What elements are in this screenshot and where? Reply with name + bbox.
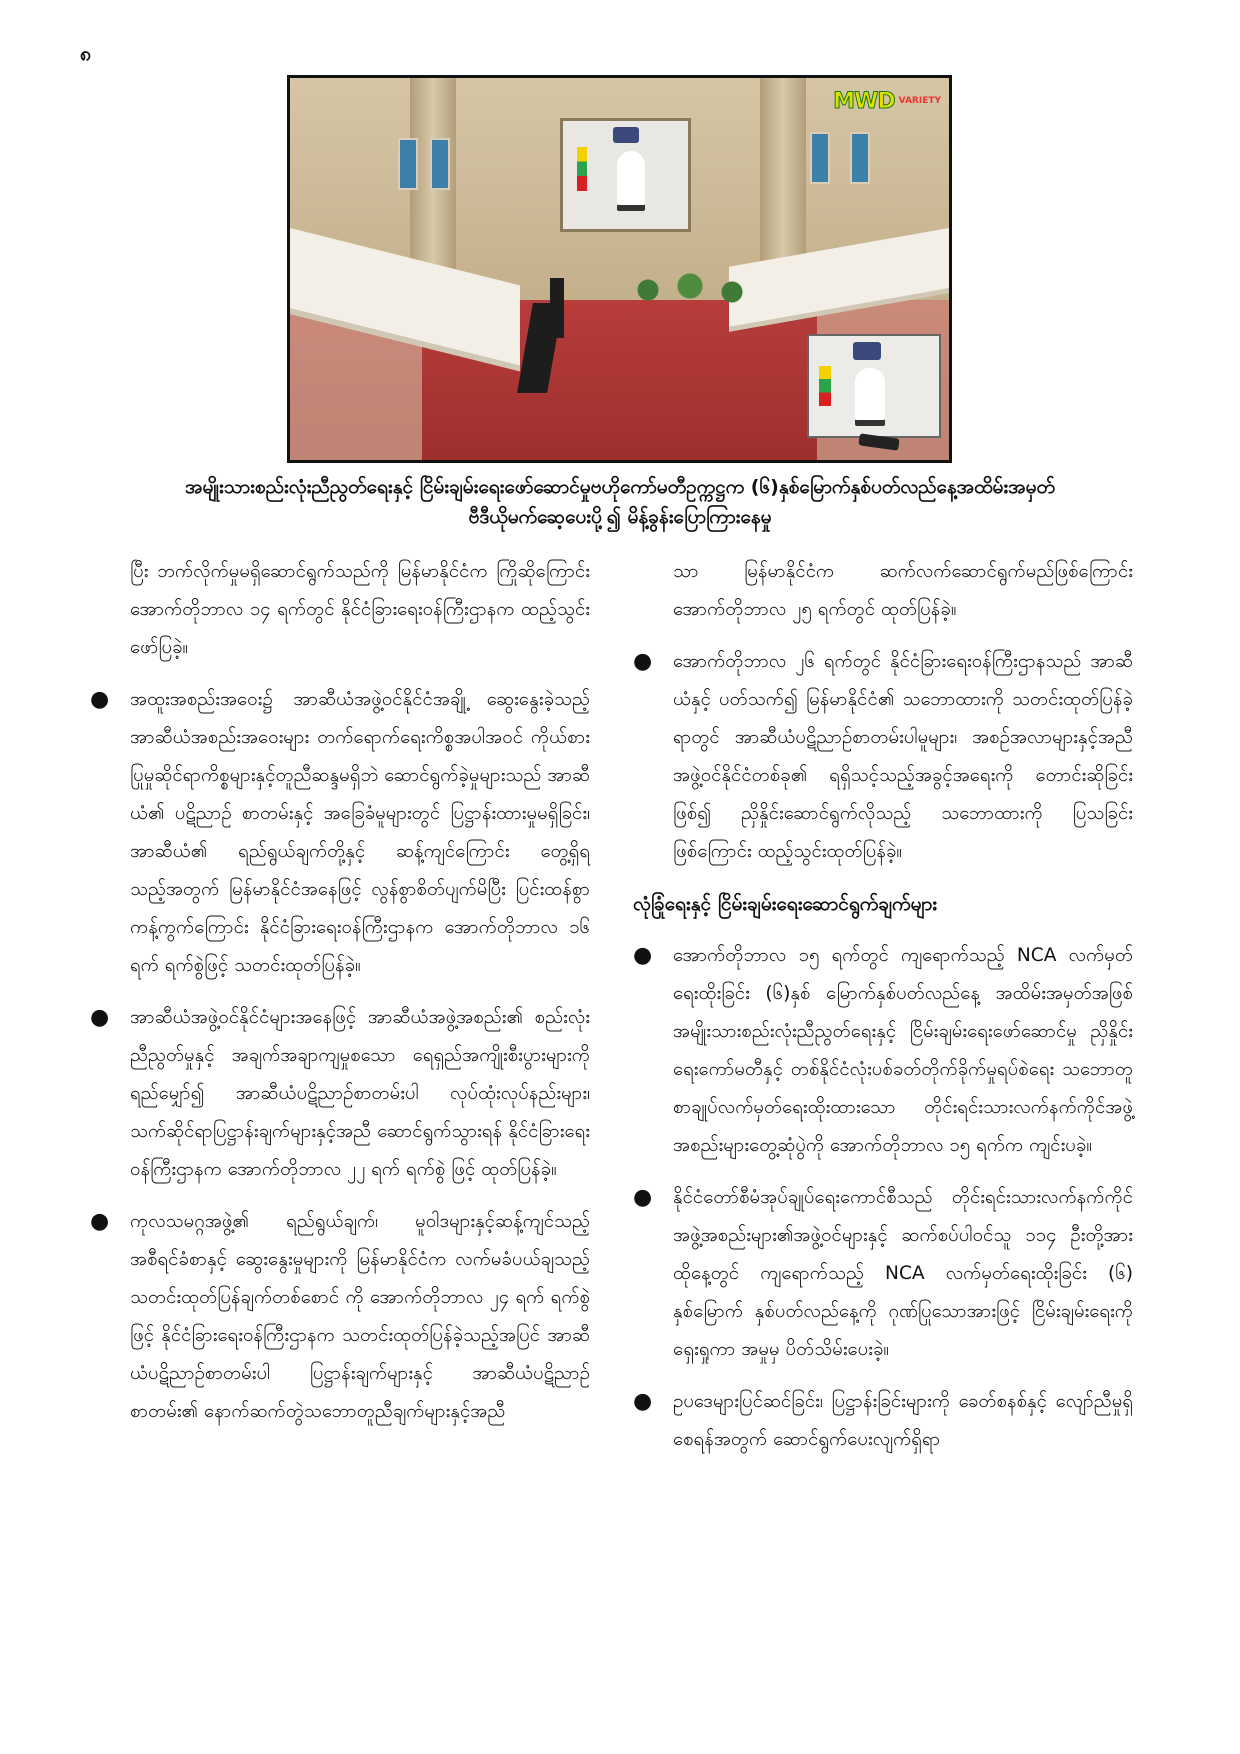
section-heading: လုံခြုံရေးနှင့် ငြိမ်းချမ်းရေးဆောင်ရွက်ချက်များ	[633, 893, 938, 915]
list-item	[633, 643, 1133, 871]
bullet-icon: ●	[90, 687, 110, 712]
list-item	[90, 681, 590, 985]
list-item-text: အောက်တိုဘာလ ၂၆ ရက်တွင် နိုင်ငံခြားရေးဝန်ကြီးဌာနသည် အာဆီယံနှင့် ပတ်သက်၍ မြန်မာနိုင်ငံ၏ သဘောထားကို သတင်းထုတ်ပြန်ခဲ့ရာတွင် အာဆီယံပဋိညာဉ်စာတမ်းပါမူများ၊ အစဉ်အလာများနှင့်အညီ အဖွဲ့ဝင်နိုင်ငံတစ်ခု၏ ရရှိသင့်သည့်အခွင့်အရေးကို တောင်းဆိုခြင်းဖြစ်၍ ညှိနှိုင်းဆောင်ရွက်လိုသည့် သဘောထားကို ပြသခြင်းဖြစ်ကြောင်း ထည့်သွင်းထုတ်ပြန်ခဲ့။	[673, 651, 1133, 862]
list-item	[90, 999, 590, 1189]
list-item-text: အထူးအစည်းအဝေး၌ အာဆီယံအဖွဲ့ဝင်နိုင်ငံအချို့ ဆွေးနွေးခဲ့သည့် အာဆီယံအစည်းအဝေးများ တက်ရောက်ရေးကိစ္စအပါအဝင် ကိုယ်စားပြုမှုဆိုင်ရာကိစ္စများနှင့်တူညီဆန္ဒမရှိဘဲ ဆောင်ရွက်ခဲ့မှုများသည် အာဆီယံ၏ ပဋိညာဉ် စာတမ်းနှင့် အခြေခံမူများတွင် ပြဋ္ဌာန်းထားမှုမရှိခြင်း၊ အာဆီယံ၏ ရည်ရွယ်ချက်တို့နှင့် ဆန့်ကျင်ကြောင်း တွေ့ရှိရသည့်အတွက် မြန်မာနိုင်ငံအနေဖြင့် လွန်စွာစိတ်ပျက်မိပြီး ပြင်းထန်စွာကန့်ကွက်ကြောင်း နိုင်ငံခြားရေးဝန်ကြီးဌာနက အောက်တိုဘာလ ၁၆ ရက် ရက်စွဲဖြင့် သတင်းထုတ်ပြန်ခဲ့။	[130, 689, 590, 976]
photo-caption	[120, 472, 1120, 532]
list-item-text: နိုင်ငံတော်စီမံအုပ်ချုပ်ရေးကောင်စီသည် တိုင်းရင်းသားလက်နက်ကိုင်အဖွဲ့အစည်းများ၏အဖွဲ့ဝင်များနှင့် ဆက်စပ်ပါဝင်သူ ၁၁၄ ဦးတို့အား ထိုနေ့တွင် ကျရောက်သည့် NCA လက်မှတ်ရေးထိုးခြင်း (၆) နှစ်မြောက် နှစ်ပတ်လည်နေ့ကို ဂုဏ်ပြုသောအားဖြင့် ငြိမ်းချမ်းရေးကို ရှေးရှုကာ အမှုမှ ပိတ်သိမ်းပေးခဲ့။	[673, 1187, 1133, 1360]
caption-line-1: အမျိုးသားစည်းလုံးညီညွတ်ရေးနှင့် ငြိမ်းချမ်းရေးဖော်ဆောင်မှုဗဟိုကော်မတီဥက္ကဋ္ဌက (၆)နှစ်မြောက်နှစ်ပတ်လည်နေ့အထိမ်းအမှတ်	[185, 476, 1055, 498]
paragraph: သာ မြန်မာနိုင်ငံက ဆက်လက်ဆောင်ရွက်မည်ဖြစ်ကြောင်း အောက်တိုဘာလ ၂၅ ရက်တွင် ထုတ်ပြန်ခဲ့။	[673, 561, 1133, 620]
list-item-text: ကုလသမဂ္ဂအဖွဲ့၏ ရည်ရွယ်ချက်၊ မူဝါဒများနှင့်ဆန့်ကျင်သည့် အစီရင်ခံစာနှင့် ဆွေးနွေးမှုများကို မြန်မာနိုင်ငံက လက်မခံပယ်ချသည့် သတင်းထုတ်ပြန်ချက်တစ်စောင် ကို အောက်တိုဘာလ ၂၄ ရက် ရက်စွဲဖြင့် နိုင်ငံခြားရေးဝန်ကြီးဌာနက သတင်းထုတ်ပြန်ခဲ့သည့်အပြင် အာဆီယံပဋိညာဉ်စာတမ်းပါ ပြဋ္ဌာန်းချက်များနှင့် အာဆီယံပဋိညာဉ်စာတမ်း၏ နောက်ဆက်တွဲသဘောတူညီချက်များနှင့်အညီ	[130, 1211, 590, 1422]
list-item	[633, 937, 1133, 1165]
bullet-icon: ●	[90, 1209, 110, 1234]
list-item	[633, 1179, 1133, 1369]
bullet-icon: ●	[633, 943, 653, 968]
bullet-icon: ●	[633, 1185, 653, 1210]
list-item-text: အာဆီယံအဖွဲ့ဝင်နိုင်ငံများအနေဖြင့် အာဆီယံအဖွဲ့အစည်း၏ စည်းလုံးညီညွတ်မှုနှင့် အချက်အချာကျမှုစသော ရေရှည်အကျိုးစီးပွားများကို ရည်မျှော်၍ အာဆီယံပဋိညာဉ်စာတမ်းပါ လုပ်ထုံးလုပ်နည်းများ၊ သက်ဆိုင်ရာပြဋ္ဌာန်းချက်များနှင့်အညီ ဆောင်ရွက်သွားရန် နိုင်ငံခြားရေးဝန်ကြီးဌာနက အောက်တိုဘာလ ၂၂ ရက် ရက်စွဲ ဖြင့် ထုတ်ပြန်ခဲ့။	[130, 1007, 590, 1180]
caption-line-2: ဗီဒီယိုမက်ဆေ့ပေးပို့၍ မိန့်ခွန်းပြောကြားနေမှု	[468, 506, 772, 528]
monitor-screen	[807, 334, 941, 438]
video-screen	[560, 118, 691, 232]
list-item-text: ဥပဒေများပြင်ဆင်ခြင်း၊ ပြဋ္ဌာန်းခြင်းများကို ခေတ်စနစ်နှင့် လျော်ညီမှုရှိစေရန်အတွက် ဆောင်ရွက်ပေးလျက်ရှိရာ	[673, 1391, 1133, 1450]
bullet-icon: ●	[633, 1389, 653, 1414]
bullet-icon: ●	[90, 1005, 110, 1030]
list-item	[90, 1203, 590, 1431]
bullet-icon: ●	[633, 649, 653, 674]
right-column	[633, 553, 1133, 1473]
left-column	[90, 553, 590, 1445]
news-photo	[287, 75, 952, 463]
page-number: ၈	[80, 41, 92, 65]
list-item-text: အောက်တိုဘာလ ၁၅ ရက်တွင် ကျရောက်သည့် NCA လက်မှတ်ရေးထိုးခြင်း (၆)နှစ် မြောက်နှစ်ပတ်လည်နေ့ အထိမ်းအမှတ်အဖြစ် အမျိုးသားစည်းလုံးညီညွတ်ရေးနှင့် ငြိမ်းချမ်းရေးဖော်ဆောင်မှု ညှိနှိုင်းရေးကော်မတီနှင့် တစ်နိုင်ငံလုံးပစ်ခတ်တိုက်ခိုက်မှုရပ်စဲရေး သဘောတူစာချုပ်လက်မှတ်ရေးထိုးထားသော တိုင်းရင်းသားလက်နက်ကိုင်အဖွဲ့အစည်းများတွေ့ဆုံပွဲကို အောက်တိုဘာလ ၁၅ ရက်က ကျင်းပခဲ့။	[673, 945, 1133, 1156]
list-item	[633, 1383, 1133, 1459]
paragraph: ပြီး ဘက်လိုက်မှုမရှိဆောင်ရွက်သည်ကို မြန်မာနိုင်ငံက ကြိုဆိုကြောင်း အောက်တိုဘာလ ၁၄ ရက်တွင် နိုင်ငံခြားရေးဝန်ကြီးဌာနက ထည့်သွင်းဖော်ပြခဲ့။	[130, 561, 590, 658]
tv-channel-logo: MWD VARIETY	[833, 88, 941, 114]
